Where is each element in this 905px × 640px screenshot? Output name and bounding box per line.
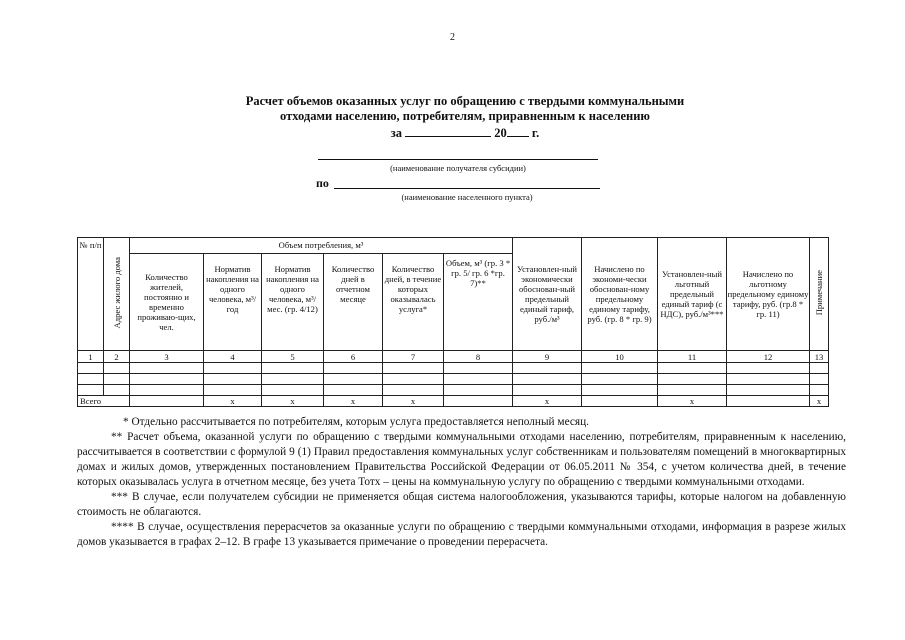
header-col8: Объем, м³ (гр. 3 * гр. 5/ гр. 6 *гр. 7)** (444, 254, 513, 351)
total-x-col7: x (383, 396, 444, 407)
period-year-blank (507, 124, 529, 137)
header-note-text: Примечание (814, 270, 824, 316)
colnum-3: 3 (130, 351, 204, 363)
header-col3: Количество жителей, постоянно и временно проживаю-щих, чел. (130, 254, 204, 351)
settlement-line (334, 188, 600, 189)
doc-title-line1: Расчет объемов оказанных услуг по обращению с твердыми коммунальными (245, 94, 685, 108)
period-year-suffix: г. (531, 126, 540, 140)
colnum-8: 8 (444, 351, 513, 363)
colnum-13: 13 (810, 351, 829, 363)
colnum-11: 11 (658, 351, 727, 363)
header-col11: Установлен-ный льготный предельный единый тариф (с НДС), руб./м³*** (658, 238, 727, 351)
header-col9: Установлен-ный экономически обоснован-ный предельный единый тариф, руб./м³ (513, 238, 582, 351)
header-col12: Начислено по льготному предельному единому тарифу, руб. (гр.8 * гр. 11) (727, 238, 810, 351)
period-month-blank (405, 124, 491, 137)
footnotes (77, 415, 846, 550)
period-za: за (390, 126, 402, 140)
settlement-hint: (наименование населенного пункта) (401, 192, 533, 202)
total-x-col4: x (204, 396, 262, 407)
column-number-row (78, 351, 829, 363)
total-x-col5: x (262, 396, 324, 407)
header-note (810, 238, 829, 351)
header-address (104, 238, 130, 351)
colnum-7: 7 (383, 351, 444, 363)
colnum-10: 10 (582, 351, 658, 363)
footnote-4: **** В случае, осуществления перерасчетов за оказанные услуги по обращению с твердыми коммунальными отходами, информация в разрезе жилых домов указывается в графах 2–12. В графе 13 указывается примечание о проведении перерасчета. (77, 521, 846, 548)
doc-title-line2: отходами населению, потребителям, приравненным к населению (280, 109, 650, 123)
table-row (78, 363, 829, 374)
total-label: Всего (78, 396, 130, 407)
header-col6: Количество дней в отчетном месяце (324, 254, 383, 351)
colnum-9: 9 (513, 351, 582, 363)
doc-title-period (120, 124, 810, 141)
total-x-col11: x (658, 396, 727, 407)
header-num: № п/п (78, 238, 104, 351)
footnote-1: * Отдельно рассчитывается по потребителям, которым услуга предоставляется неполный месяц. (123, 416, 589, 428)
colnum-6: 6 (324, 351, 383, 363)
colnum-1: 1 (78, 351, 104, 363)
po-label: по (316, 176, 329, 190)
calc-table (77, 237, 829, 407)
recipient-hint: (наименование получателя субсидии) (390, 163, 526, 173)
total-x-col13: x (810, 396, 829, 407)
colnum-4: 4 (204, 351, 262, 363)
total-x-col9: x (513, 396, 582, 407)
header-volume-group: Объем потребления, м³ (130, 238, 513, 254)
table-row (78, 385, 829, 396)
header-col4: Норматив накопления на одного человека, м³/ год (204, 254, 262, 351)
page-number: 2 (450, 32, 455, 43)
header-col10: Начислено по экономи-чески обоснован-ному предельному единому тарифу, руб. (гр. 8 * гр. 9) (582, 238, 658, 351)
header-col5: Норматив накопления на одного человека, м³/мес. (гр. 4/12) (262, 254, 324, 351)
footnote-2: ** Расчет объема, оказанной услуги по обращению с твердыми коммунальными отходами населению, потребителям, приравненным к населению, рассчитывается в соответствии с формулой 9 (1) Правил предоставления коммунальных услуг собственникам и пользователям помещений в многоквартирных домах и жилых домов, утвержденных постановлением Правительства Российской Федерации от 06.05.2011 № 354, с учетом количества дней, в течение которых оказывалась услуга в отчетном месяце, без учета Тотх – цены на коммунальную услугу по обращению с твердыми коммунальными отходами. (77, 431, 846, 488)
colnum-2: 2 (104, 351, 130, 363)
recipient-line (318, 159, 598, 160)
total-row (78, 396, 829, 407)
header-col7: Количество дней, в течение которых оказывалась услуга* (383, 254, 444, 351)
total-x-col6: x (324, 396, 383, 407)
footnote-3: *** В случае, если получателем субсидии не применяется общая система налогообложения, указываются тарифы, которые налогом на добавленную стоимость не облагаются. (77, 491, 846, 518)
table-row (78, 374, 829, 385)
colnum-5: 5 (262, 351, 324, 363)
header-address-text: Адрес жилого дома (111, 257, 122, 329)
period-year: 20 (494, 126, 507, 140)
colnum-12: 12 (727, 351, 810, 363)
